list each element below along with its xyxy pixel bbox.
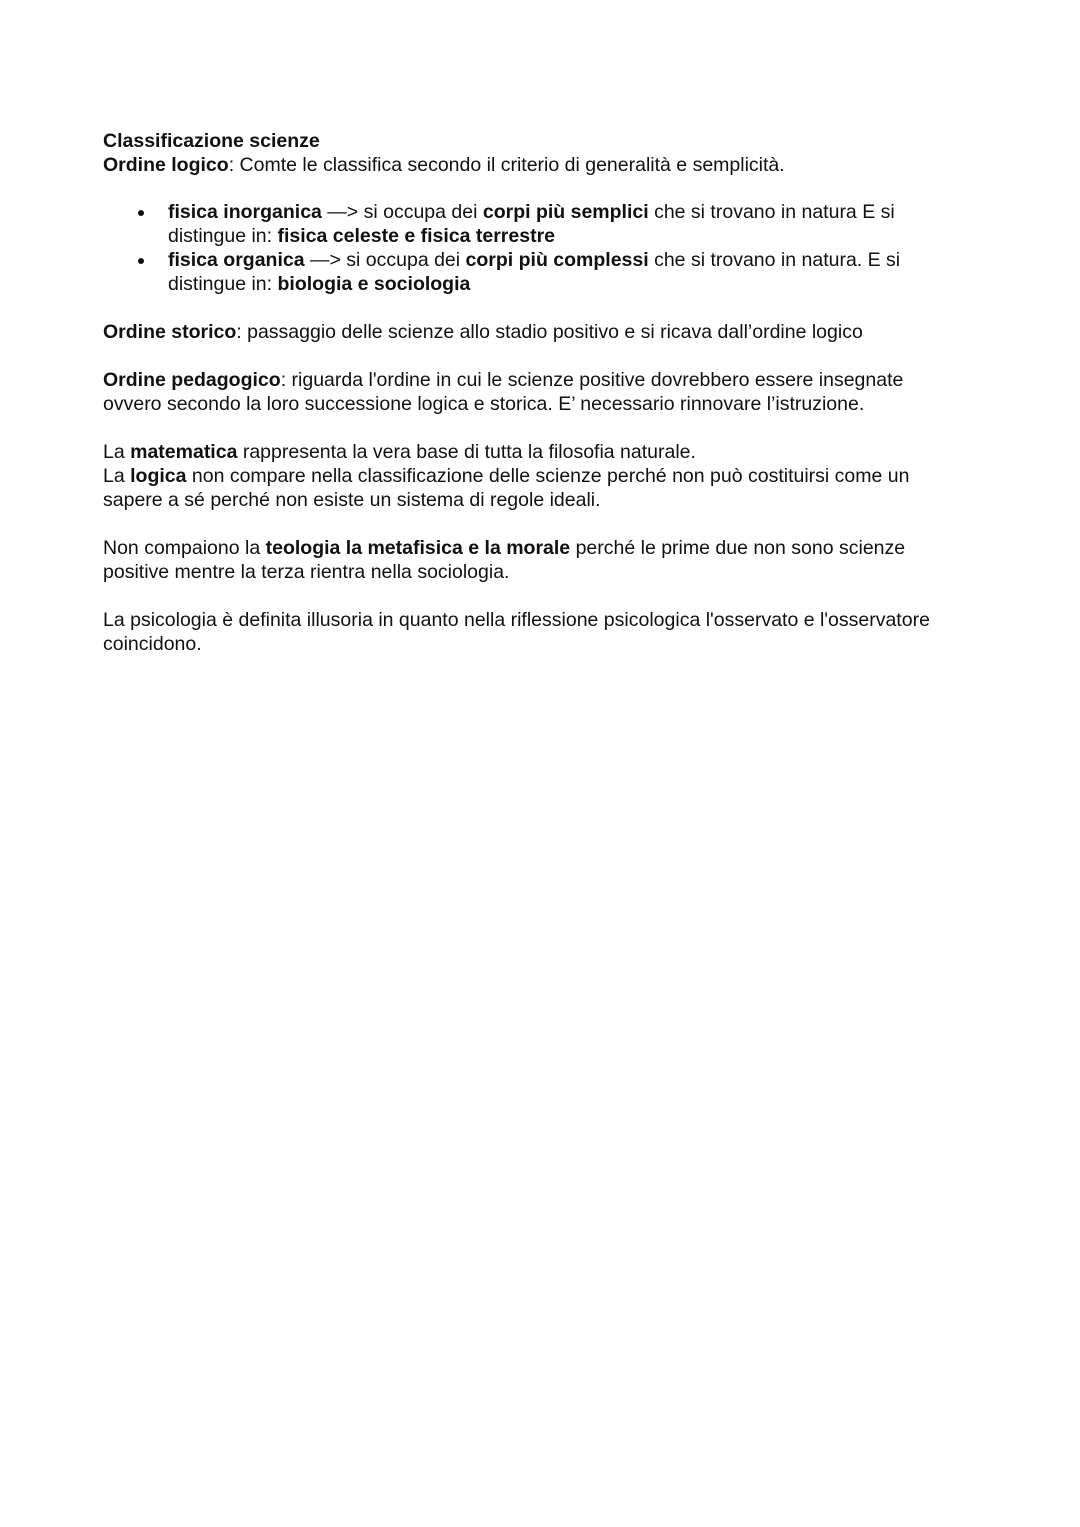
teologia-post: perché le prime due non sono scienze positive mentre la terza rientra nella sociologia.	[103, 537, 906, 583]
ordine-storico-text: : passaggio delle scienze allo stadio positivo e si ricava dall’ordine logico	[236, 321, 863, 343]
bullet-list	[103, 200, 963, 296]
matematica-post: rappresenta la vera base di tutta la filosofia naturale.	[237, 441, 696, 463]
matematica-bold: matematica	[130, 441, 238, 463]
paragraph-teologia	[103, 536, 963, 584]
ordine-pedagogico-label: Ordine pedagogico	[103, 369, 281, 391]
matematica-pre: La	[103, 441, 131, 463]
bullet-icon	[138, 210, 144, 216]
bullet-icon	[138, 258, 144, 264]
paragraph-ordine-logico	[103, 153, 963, 177]
paragraph-psicologia: La psicologia è definita illusoria in quanto nella riflessione psicologica l'osservato e l'osservatore coincidono.	[103, 609, 930, 655]
list-item	[168, 200, 963, 248]
bullet-term: fisica inorganica	[168, 201, 322, 223]
logica-bold: logica	[130, 465, 187, 487]
ordine-logico-text: : Comte le classifica secondo il criterio di generalità e semplicità.	[228, 154, 785, 176]
logica-post: non compare nella classificazione delle scienze perché non può costituirsi come un sapere a sé perché non esiste un sistema di regole ideali.	[103, 465, 910, 511]
bullet-term: fisica organica	[168, 249, 305, 271]
ordine-logico-label: Ordine logico	[103, 154, 229, 176]
paragraph-ordine-pedagogico	[103, 368, 963, 416]
bullet-mid-text: che si trovano in natura. E si distingue in:	[168, 249, 901, 295]
bullet-arrow-text: —> si occupa dei	[321, 201, 483, 223]
bullet-mid-text: che si trovano in natura E si distingue in:	[168, 201, 895, 247]
ordine-storico-label: Ordine storico	[103, 321, 237, 343]
paragraph-logica	[103, 464, 963, 512]
list-item	[168, 248, 963, 296]
ordine-pedagogico-text: : riguarda l'ordine in cui le scienze positive dovrebbero essere insegnate ovvero secondo la loro successione logica e storica. E’ necessario rinnovare l’istruzione.	[103, 369, 904, 415]
teologia-bold: teologia la metafisica e la morale	[265, 537, 571, 559]
bullet-bold-text: corpi più complessi	[465, 249, 649, 271]
paragraph-ordine-storico	[103, 320, 963, 344]
teologia-pre: Non compaiono la	[103, 537, 266, 559]
bullet-bold-text: biologia e sociologia	[277, 273, 471, 295]
logica-pre: La	[103, 465, 131, 487]
bullet-arrow-text: —> si occupa dei	[304, 249, 466, 271]
paragraph-matematica	[103, 440, 963, 464]
bullet-bold-text: fisica celeste e fisica terrestre	[277, 225, 556, 247]
document-title: Classificazione scienze	[103, 130, 320, 152]
bullet-bold-text: corpi più semplici	[482, 201, 649, 223]
document-page	[103, 129, 963, 656]
